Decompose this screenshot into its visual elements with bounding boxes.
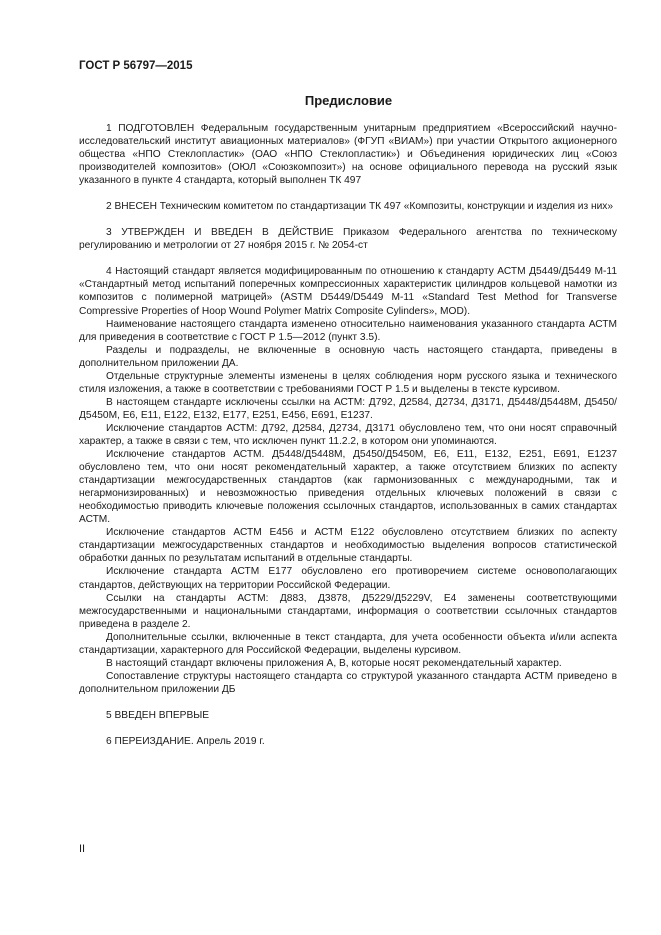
paragraph-1: 1 ПОДГОТОВЛЕН Федеральным государственным унитарным предприятием «Всероссийский научно-исследовательский институт авиационных материалов» (ФГУП «ВИАМ») при участии Открытого акционерного общества «НПО Стеклопластик» (ОАО «НПО Стеклопластик») и Объединения юридических лиц «Союз производителей композитов» (ОЮЛ «Союзкомпозит») на основе официального перевода на русский язык указанного в пункте 4 стандарта, который выполнен ТК 497	[79, 123, 617, 187]
page-number: II	[79, 843, 86, 855]
preface-body	[79, 122, 617, 748]
paragraph-4-replaced-refs: Ссылки на стандарты АСТМ: Д883, Д3878, Д5229/Д5229V, Е4 заменены соответствующими межгосударственными и национальными стандартами, информация о соответствии ссылочных стандартов приведена в разделе 2.	[79, 592, 617, 630]
paragraph-4-exclusion-1: Исключение стандартов АСТМ: Д792, Д2584, Д2734, Д3171 обусловлено тем, что они носят справочный характер, а также в связи с тем, что исключен пункт 11.2.2, в котором они упоминаются.	[79, 422, 617, 447]
paragraph-4-exclusion-3: Исключение стандартов АСТМ Е456 и АСТМ Е122 обусловлено отсутствием близких по аспекту стандартизации межгосударственных стандартов и необходимостью выделения вопросов статистической обработки данных по результатам испытаний в отдельные стандарты.	[79, 527, 617, 565]
section-title: Предисловие	[304, 93, 393, 108]
paragraph-3: 3 УТВЕРЖДЕН И ВВЕДЕН В ДЕЙСТВИЕ Приказом Федерального агентства по техническому регулированию и метрологии от 27 ноября 2015 г. № 2054-ст	[79, 227, 617, 252]
paragraph-4-structure: Отдельные структурные элементы изменены в целях соблюдения норм русского языка и технического стиля изложения, а также в соответствии с требованиями ГОСТ Р 1.5 и выделены в тексте курсивом.	[79, 370, 617, 395]
paragraph-4-exclusion-4: Исключение стандарта АСТМ Е177 обусловлено его противоречием системе основополагающих стандартов, действующих на территории Российской Федерации.	[79, 566, 617, 591]
paragraph-4-additional-refs: Дополнительные ссылки, включенные в текст стандарта, для учета особенности объекта и/или аспекта стандартизации, характерного для Российской Федерации, выделены курсивом.	[79, 631, 617, 656]
paragraph-4-sections: Разделы и подразделы, не включенные в основную часть настоящего стандарта, приведены в дополнительном приложении ДА.	[79, 344, 617, 369]
paragraph-4-comparison: Сопоставление структуры настоящего стандарта со структурой указанного стандарта АСТМ приведено в дополнительном приложении ДБ	[79, 670, 617, 695]
paragraph-5: 5 ВВЕДЕН ВПЕРВЫЕ	[106, 709, 210, 721]
paragraph-2: 2 ВНЕСЕН Техническим комитетом по стандартизации ТК 497 «Композиты, конструкции и изделия из них»	[106, 201, 614, 213]
paragraph-4-title-change: Наименование настоящего стандарта изменено относительно наименования указанного стандарта АСТМ для приведения в соответствие с ГОСТ Р 1.5—2012 (пункт 3.5).	[79, 318, 617, 343]
paragraph-4-appendices: В настоящий стандарт включены приложения А, В, которые носят рекомендательный характер.	[106, 657, 562, 669]
document-header: ГОСТ Р 56797—2015	[79, 60, 193, 72]
paragraph-6: 6 ПЕРЕИЗДАНИЕ. Апрель 2019 г.	[106, 735, 265, 747]
paragraph-4: 4 Настоящий стандарт является модифицированным по отношению к стандарту АСТМ Д5449/Д5449 М-11 «Стандартный метод испытаний поперечных компрессионных характеристик цилиндров кольцевой намотки из композитов с полимерной матрицей» (ASTM D5449/D5449 M-11 «Standard Test Method for Transverse Compressive Properties of Hoop Wound Polymer Matrix Composite Cylinders», MOD).	[79, 266, 617, 317]
paragraph-4-excluded-refs: В настоящем стандарте исключены ссылки на АСТМ: Д792, Д2584, Д2734, Д3171, Д5448/Д5448М, Д5450/Д5450М, Е6, Е11, Е122, Е132, Е177, Е251, Е456, Е691, Е1237.	[79, 396, 617, 421]
paragraph-4-exclusion-2: Исключение стандартов АСТМ. Д5448/Д5448М, Д5450/Д5450М, Е6, Е11, Е132, Е251, Е691, Е1237 обусловлено тем, что они носят рекомендательный характер, а также отсутствием близких по аспекту стандартизации межгосударственных стандартов (как гармонизованных с международными, так и негармонизированных) и невозможностью приведения отдельных ключевых положений в связи с необходимостью приводить ключевые положения ссылочных стандартов, использованных в самих стандартах АСТМ.	[79, 449, 617, 526]
